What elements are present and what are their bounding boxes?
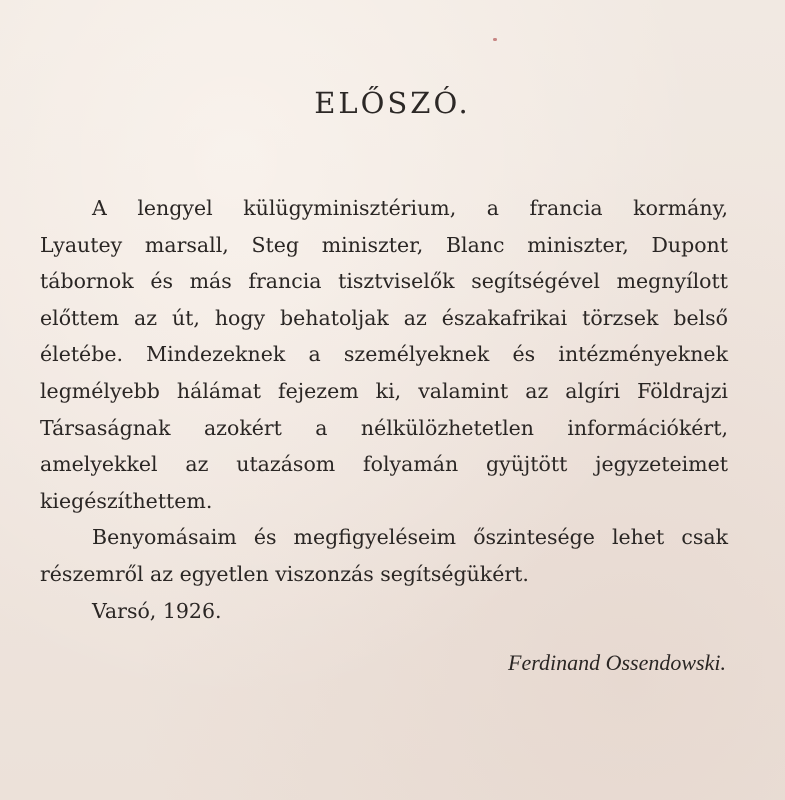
text-line: Benyomásaim és megfigyeléseim őszintesége lehet csak xyxy=(92,525,728,550)
text-line: részemről az egyetlen viszonzás segítségükért. xyxy=(40,561,529,586)
text-line: életébe. Mindezeknek a személyeknek és intézményeknek xyxy=(40,342,728,367)
text-line: előttem az út, hogy behatoljak az északafrikai törzsek belső xyxy=(40,305,728,330)
paragraph-2 xyxy=(40,519,728,592)
text-line: amelyekkel az utazásom folyamán gyüjtött jegyzeteimet xyxy=(40,452,728,477)
author-signature: Ferdinand Ossendowski. xyxy=(508,650,726,675)
text-line: tábornok és más francia tisztviselők segítségével megnyílott xyxy=(40,269,728,294)
paragraph-1 xyxy=(40,190,728,519)
ink-speck xyxy=(493,38,497,41)
text-line: legmélyebb hálámat fejezem ki, valamint az algíri Földrajzi xyxy=(40,378,728,403)
page-heading: ELŐSZÓ. xyxy=(314,86,471,120)
text-line: A lengyel külügyminisztérium, a francia kormány, xyxy=(92,196,728,220)
paragraph-3 xyxy=(40,593,728,630)
text-line: Társaságnak azokért a nélkülözhetetlen információkért, xyxy=(40,415,728,440)
preface-body xyxy=(40,190,728,629)
text-line: Lyautey marsall, Steg miniszter, Blanc miniszter, Dupont xyxy=(40,232,728,257)
dateline: Varsó, 1926. xyxy=(92,598,222,623)
text-line: kiegészíthettem. xyxy=(40,488,213,513)
